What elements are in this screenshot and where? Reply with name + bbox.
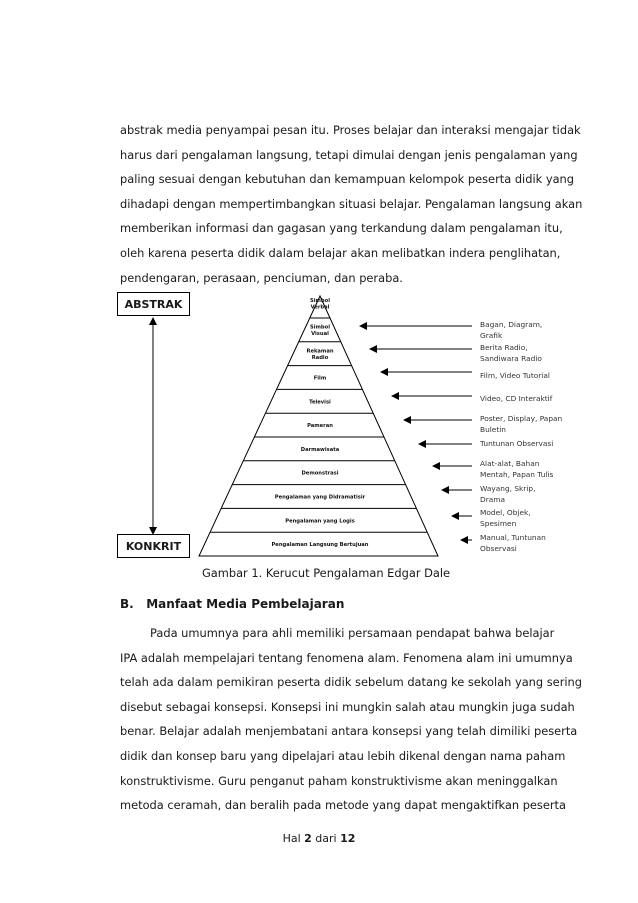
current-page-number: 2 — [304, 832, 312, 845]
level-description-line: Sandiwara Radio — [480, 354, 542, 363]
text-line: dihadapi dengan mempertimbangkan situasi belajar. Pengalaman langsung akan — [120, 196, 583, 211]
text-line: disebut sebagai konsepsi. Konsepsi ini mungkin salah atau mungkin juga sudah — [120, 699, 575, 714]
level-description-line: Manual, Tuntunan — [480, 533, 546, 542]
level-description — [480, 371, 550, 380]
cone-level-label — [310, 325, 330, 338]
cone-level-label — [307, 423, 333, 429]
cone-level-label — [272, 542, 369, 548]
level-description — [480, 459, 554, 479]
text-line: konstruktivisme. Guru penganut paham konstruktivisme akan meninggalkan — [120, 773, 558, 788]
level-description-line: Bagan, Diagram, — [480, 320, 543, 329]
level-description — [480, 343, 542, 363]
level-description — [480, 414, 563, 434]
cone-level-label-line: Televisi — [309, 399, 331, 406]
cone-level-label — [301, 447, 340, 453]
total-page-count: 12 — [340, 832, 356, 845]
level-description — [480, 508, 531, 528]
text-line: harus dari pengalaman langsung, tetapi dimulai dengan jenis pengalaman yang — [120, 147, 578, 162]
text-line: IPA adalah mempelajari tentang fenomena alam. Fenomena alam ini umumnya — [120, 650, 573, 665]
level-descriptions — [479, 320, 563, 553]
konkrit-label: KONKRIT — [117, 534, 190, 558]
cone-level-label-line: Visual — [311, 331, 329, 338]
level-description-line: Tuntunan Observasi — [480, 439, 554, 448]
level-description-line: Mentah, Papan Tulis — [480, 470, 554, 479]
text-line: telah ada dalam pemikiran peserta didik sebelum datang ke sekolah yang sering — [120, 675, 582, 690]
level-description — [480, 394, 553, 403]
cone-level-label-line: Demonstrasi — [301, 470, 339, 477]
cone-level-label — [302, 471, 339, 477]
text-line: abstrak media penyampai pesan itu. Proses belajar dan interaksi mengajar tidak — [120, 123, 581, 137]
cone-level-label-line: Verbal — [310, 304, 330, 311]
level-description-line: Model, Objek, — [480, 508, 531, 517]
text-line: pendengaran, perasaan, penciuman, dan peraba. — [120, 270, 403, 285]
text-line: benar. Belajar adalah menjembatani antara konsepsi yang telah dimiliki peserta — [120, 724, 578, 739]
figure-caption: Gambar 1. Kerucut Pengalaman Edgar Dale — [201, 566, 451, 580]
level-description — [480, 484, 535, 504]
text-line: Pada umumnya para ahli memiliki persamaan pendapat bahwa belajar — [150, 626, 555, 640]
page-footer — [0, 832, 638, 845]
cone-level-label — [309, 399, 331, 405]
cone-level-label-line: Darmawisata — [300, 446, 340, 453]
cone-level-label-line: Rekaman — [306, 348, 334, 355]
paragraph-benefits — [120, 621, 582, 818]
level-description-line: Observasi — [480, 544, 517, 553]
level-description-line: Video, CD Interaktif — [480, 394, 553, 403]
level-description — [480, 320, 542, 340]
footer-prefix: Hal — [282, 832, 305, 845]
footer-middle: dari — [311, 832, 341, 845]
level-description-line: Grafik — [480, 331, 503, 340]
level-description-line: Spesimen — [480, 519, 517, 528]
cone-level-label-line: Film — [313, 375, 327, 382]
cone-level-label — [314, 376, 327, 382]
cone-level-label-line: Pengalaman Langsung Bertujuan — [271, 542, 369, 549]
level-description-line: Film, Video Tutorial — [480, 371, 550, 380]
level-description-line: Buletin — [480, 425, 506, 434]
cone-level-label — [275, 495, 366, 501]
level-description-line: Alat-alat, Bahan — [480, 459, 540, 468]
text-line: didik dan konsep baru yang dipelajari atau lebih dikenal dengan nama paham — [120, 748, 566, 763]
cone-level-label — [285, 518, 354, 524]
cone-level-label-line: Radio — [311, 354, 329, 361]
cone-pyramid — [199, 296, 438, 556]
text-line: memberikan informasi dan gagasan yang terkandung dalam pengalaman itu, — [120, 221, 563, 236]
cone-level-label-line: Pengalaman yang Logis — [285, 518, 355, 525]
section-heading: B. Manfaat Media Pembelajaran — [120, 597, 345, 611]
level-description — [480, 533, 546, 553]
cone-level-label — [310, 298, 330, 311]
text-line: metoda ceramah, dan beralih pada metode yang dapat mengaktifkan peserta — [120, 798, 566, 813]
text-line: paling sesuai dengan kebutuhan dan kemampuan kelompok peserta didik yang — [120, 172, 574, 187]
text-line: oleh karena peserta didik dalam belajar akan melibatkan indera penglihatan, — [120, 245, 561, 260]
level-description — [479, 439, 553, 448]
cone-level-label-line: Pengalaman yang Didramatisir — [274, 494, 366, 501]
abstrak-label: ABSTRAK — [117, 292, 190, 316]
level-description-line: Berita Radio, — [480, 343, 528, 352]
cone-level-label-line: Pameran — [307, 423, 333, 430]
level-description-line: Poster, Display, Papan — [480, 414, 563, 423]
level-description-line: Drama — [480, 495, 505, 504]
level-description-line: Wayang, Skrip, — [480, 484, 536, 493]
cone-level-label-line: Simbol — [310, 297, 330, 304]
cone-level-label-line: Simbol — [310, 324, 330, 331]
